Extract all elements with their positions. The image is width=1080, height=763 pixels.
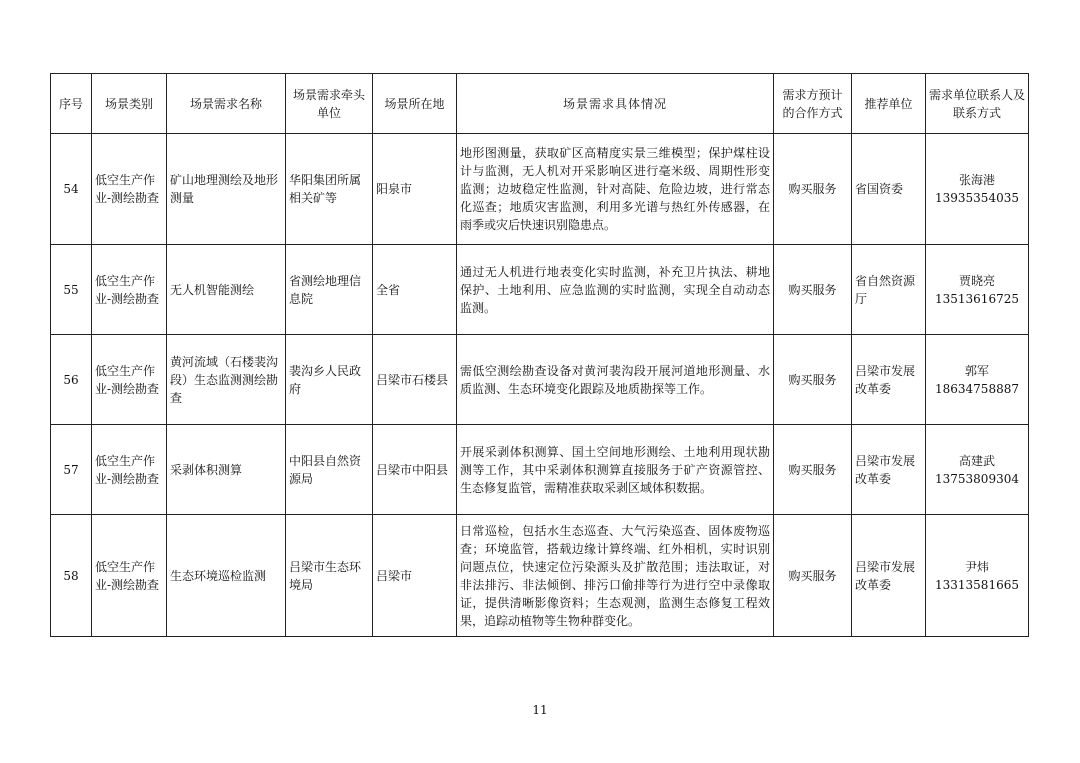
cell-location: 全省 bbox=[373, 245, 457, 335]
contact-name: 贾晓亮 bbox=[958, 273, 995, 288]
contact-name: 尹炜 bbox=[964, 559, 989, 574]
cell-lead-unit: 省测绘地理信息院 bbox=[286, 245, 373, 335]
cell-category: 低空生产作业-测绘勘查 bbox=[92, 425, 167, 515]
cell-recommender: 吕梁市发展改革委 bbox=[852, 335, 926, 425]
cell-details: 日常巡检，包括水生态巡查、大气污染巡查、固体废物巡查；环境监管，搭载边缘计算终端、红外相机，实时识别问题点位，快速定位污染源头及扩散范围；违法取证，对非法排污、非法倾倒、排污口偷排等行为进行空中录像取证，提供清晰影像资料；生态观测，监测生态修复工程效果，追踪动植物等生物种群变化。 bbox=[457, 515, 774, 637]
cell-recommender: 省自然资源厅 bbox=[852, 245, 926, 335]
cell-details: 通过无人机进行地表变化实时监测，补充卫片执法、耕地保护、土地利用、应急监测的实时监测，实现全自动动态监测。 bbox=[457, 245, 774, 335]
cell-name: 无人机智能测绘 bbox=[167, 245, 286, 335]
header-name: 场景需求名称 bbox=[167, 74, 286, 134]
header-lead-unit: 场景需求牵头单位 bbox=[286, 74, 373, 134]
cell-seq: 57 bbox=[51, 425, 92, 515]
header-seq: 序号 bbox=[51, 74, 92, 134]
cell-lead-unit: 中阳县自然资源局 bbox=[286, 425, 373, 515]
table-row bbox=[51, 245, 1029, 335]
cell-coop-mode: 购买服务 bbox=[774, 245, 852, 335]
cell-category: 低空生产作业-测绘勘查 bbox=[92, 515, 167, 637]
header-details: 场景需求具体情况 bbox=[457, 74, 774, 134]
cell-seq: 58 bbox=[51, 515, 92, 637]
cell-category: 低空生产作业-测绘勘查 bbox=[92, 245, 167, 335]
contact-phone: 13753809304 bbox=[935, 471, 1019, 486]
contact-phone: 13935354035 bbox=[935, 191, 1019, 205]
cell-location: 吕梁市 bbox=[373, 515, 457, 637]
table-row bbox=[51, 335, 1029, 425]
table-row bbox=[51, 425, 1029, 515]
cell-recommender: 吕梁市发展改革委 bbox=[852, 515, 926, 637]
cell-coop-mode: 购买服务 bbox=[774, 425, 852, 515]
contact-name: 郭军 bbox=[964, 363, 989, 378]
cell-name: 生态环境巡检监测 bbox=[167, 515, 286, 637]
cell-category: 低空生产作业-测绘勘查 bbox=[92, 134, 167, 245]
cell-details: 开展采剥体积测算、国土空间地形测绘、土地利用现状勘测等工作，其中采剥体积测算直接服务于矿产资源管控、生态修复监管，需精准获取采剥区域体积数据。 bbox=[457, 425, 774, 515]
header-coop-mode: 需求方预计的合作方式 bbox=[774, 74, 852, 134]
header-contact: 需求单位联系人及联系方式 bbox=[926, 74, 1029, 134]
header-category: 场景类别 bbox=[92, 74, 167, 134]
cell-recommender: 吕梁市发展改革委 bbox=[852, 425, 926, 515]
cell-recommender: 省国资委 bbox=[852, 134, 926, 245]
header-location: 场景所在地 bbox=[373, 74, 457, 134]
cell-coop-mode: 购买服务 bbox=[774, 515, 852, 637]
cell-contact bbox=[926, 134, 1029, 245]
header-recommender: 推荐单位 bbox=[852, 74, 926, 134]
cell-location: 阳泉市 bbox=[373, 134, 457, 245]
cell-category: 低空生产作业-测绘勘查 bbox=[92, 335, 167, 425]
cell-name: 矿山地理测绘及地形测量 bbox=[167, 134, 286, 245]
contact-name: 高建武 bbox=[958, 453, 995, 468]
contact-phone: 18634758887 bbox=[935, 381, 1019, 396]
page-number: 11 bbox=[532, 703, 548, 717]
table-row bbox=[51, 515, 1029, 637]
cell-contact bbox=[926, 335, 1029, 425]
cell-seq: 56 bbox=[51, 335, 92, 425]
cell-name: 黄河流域（石楼裴沟段）生态监测测绘勘查 bbox=[167, 335, 286, 425]
cell-contact bbox=[926, 245, 1029, 335]
contact-name: 张海港 bbox=[958, 173, 995, 187]
cell-seq: 55 bbox=[51, 245, 92, 335]
cell-contact bbox=[926, 515, 1029, 637]
scenario-demand-table bbox=[50, 73, 1029, 637]
cell-location: 吕梁市石楼县 bbox=[373, 335, 457, 425]
cell-details: 需低空测绘勘查设备对黄河裴沟段开展河道地形测量、水质监测、生态环境变化跟踪及地质勘探等工作。 bbox=[457, 335, 774, 425]
cell-lead-unit: 吕梁市生态环境局 bbox=[286, 515, 373, 637]
cell-coop-mode: 购买服务 bbox=[774, 134, 852, 245]
cell-location: 吕梁市中阳县 bbox=[373, 425, 457, 515]
contact-phone: 13513616725 bbox=[935, 291, 1019, 306]
table-header-row bbox=[51, 74, 1029, 134]
cell-contact bbox=[926, 425, 1029, 515]
cell-name: 采剥体积测算 bbox=[167, 425, 286, 515]
cell-details: 地形图测量，获取矿区高精度实景三维模型；保护煤柱设计与监测，无人机对开采影响区进行毫米级、周期性形变监测；边坡稳定性监测，针对高陡、危险边坡，进行常态化巡查；地质灾害监测，利用多光谱与热红外传感器，在雨季或灾后快速识别隐患点。 bbox=[457, 134, 774, 245]
cell-seq: 54 bbox=[51, 134, 92, 245]
contact-phone: 13313581665 bbox=[935, 577, 1019, 592]
cell-lead-unit: 裴沟乡人民政府 bbox=[286, 335, 373, 425]
cell-lead-unit: 华阳集团所属相关矿等 bbox=[286, 134, 373, 245]
table-row bbox=[51, 134, 1029, 245]
cell-coop-mode: 购买服务 bbox=[774, 335, 852, 425]
